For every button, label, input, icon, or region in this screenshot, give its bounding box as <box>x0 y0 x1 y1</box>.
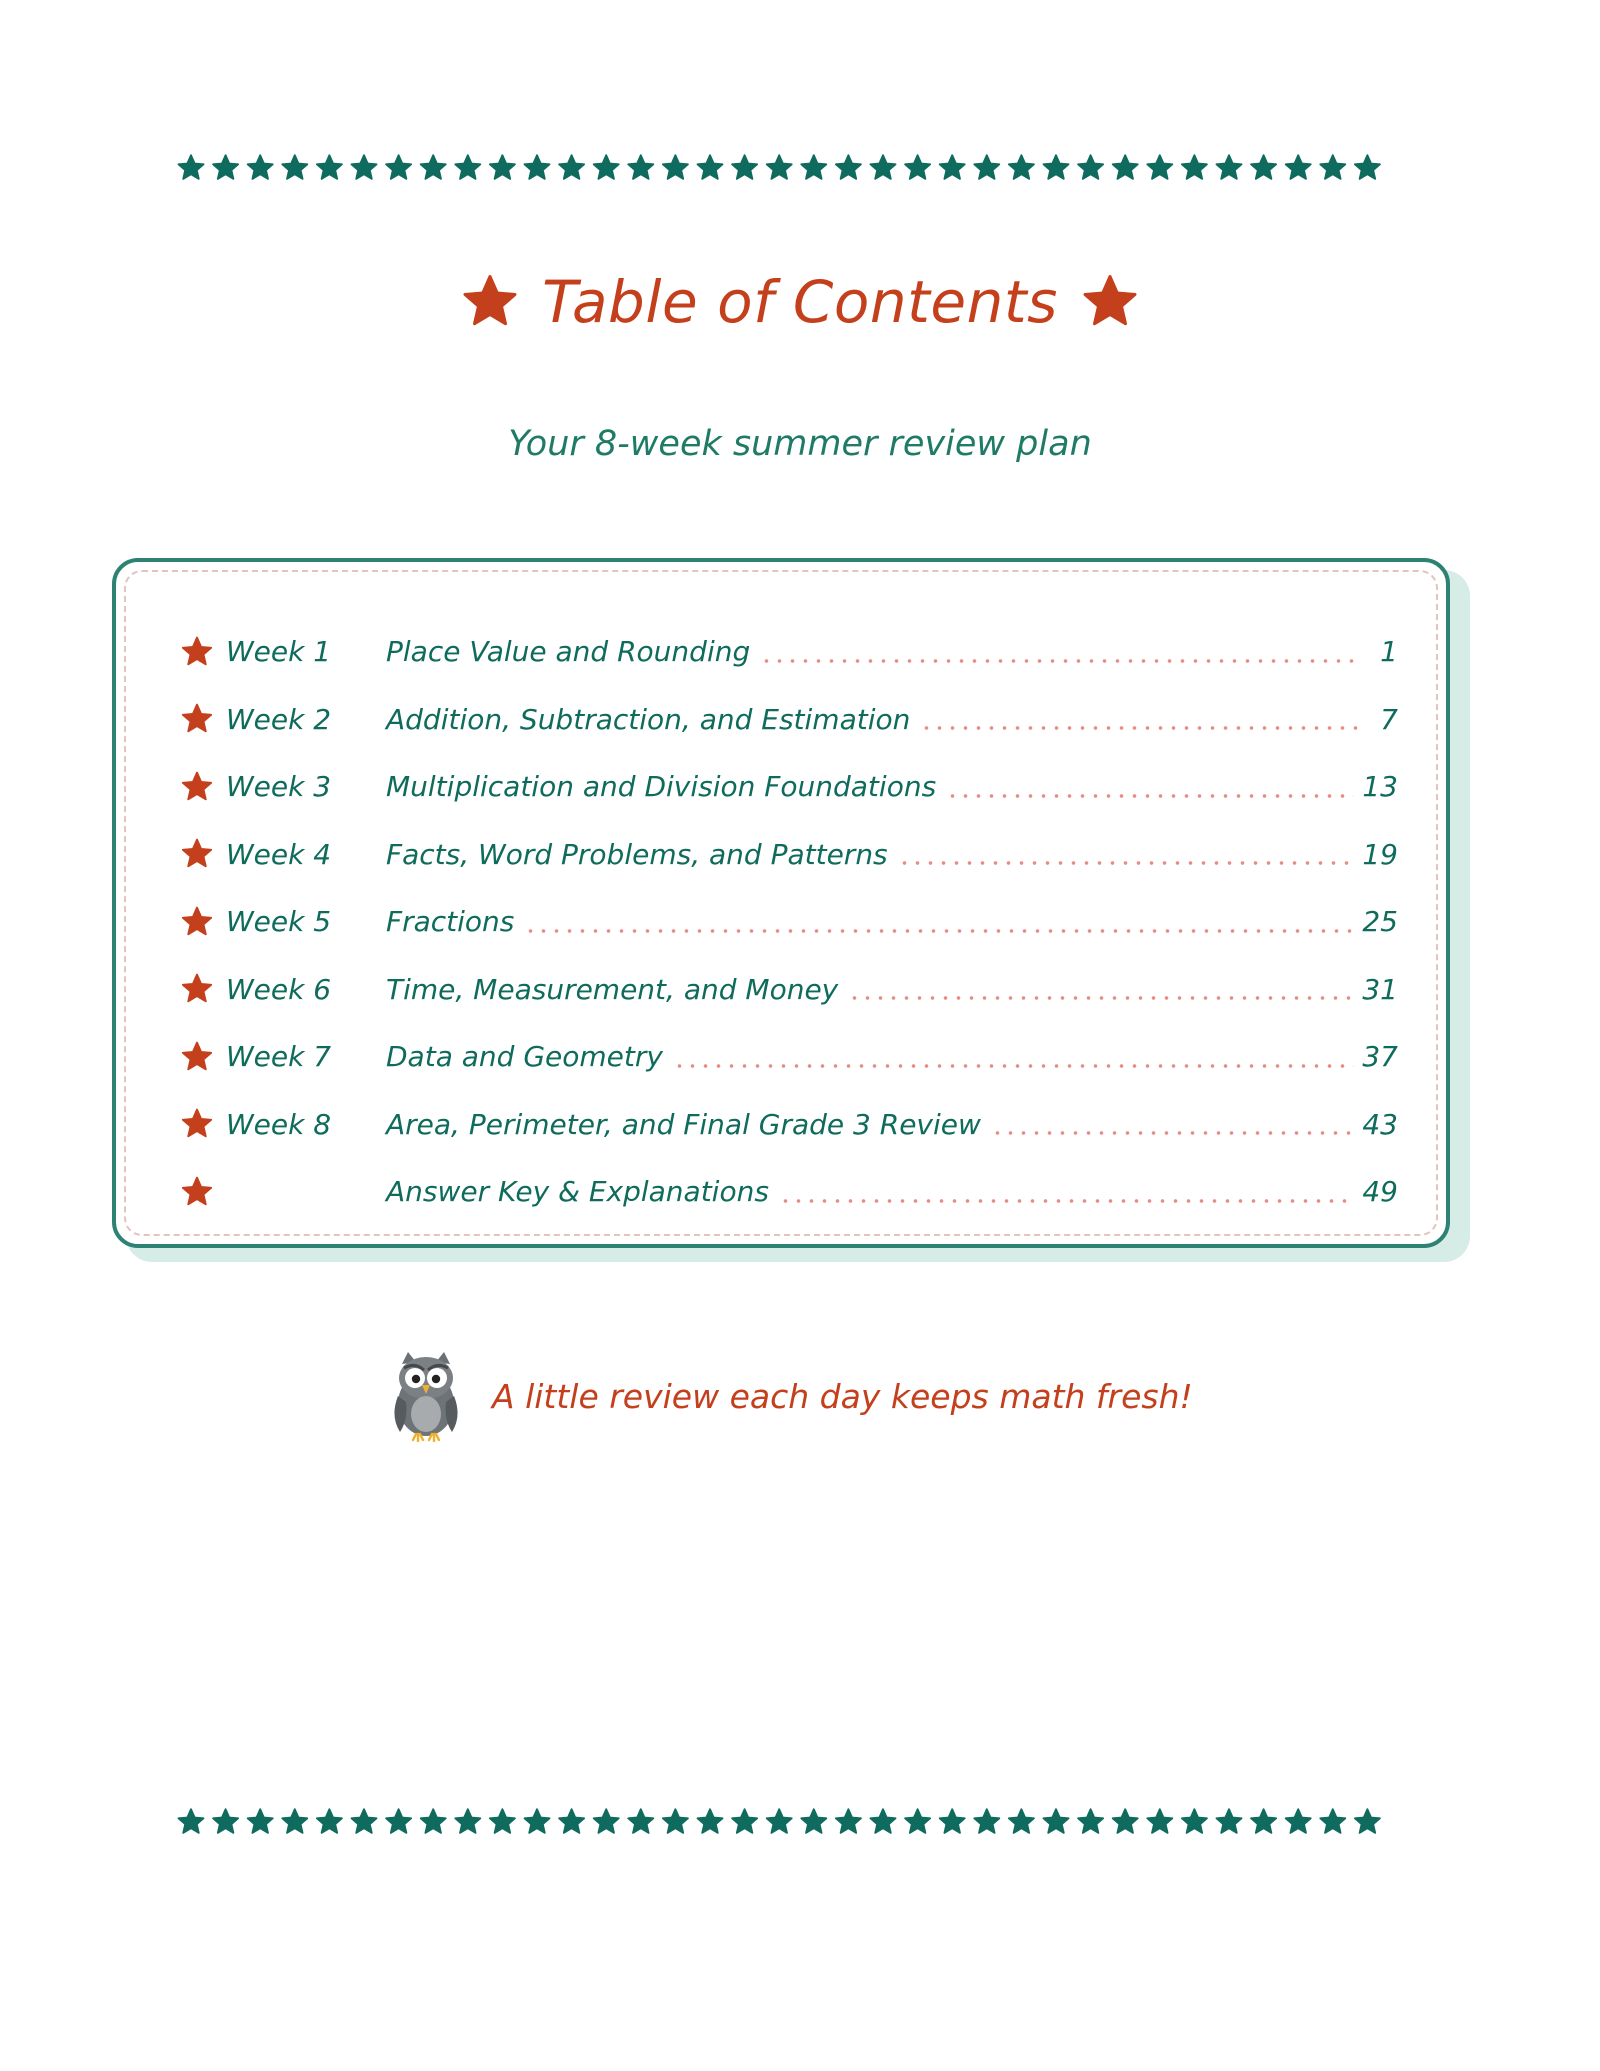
star-icon <box>386 1809 411 1833</box>
toc-entry-week: Week 5 <box>226 905 332 939</box>
toc-entry-page: 31 <box>1362 972 1398 1006</box>
toc-entry <box>180 821 1398 889</box>
toc-entry-topic: Data and Geometry <box>386 1040 663 1074</box>
toc-entry-week: Week 4 <box>226 837 332 871</box>
star-icon <box>1009 155 1034 179</box>
toc-entry-page: 19 <box>1362 837 1398 871</box>
star-icon <box>180 905 216 939</box>
star-icon <box>628 155 653 179</box>
star-icon <box>213 1809 238 1833</box>
star-icon <box>180 972 216 1006</box>
motto-text: A little review each day keeps math fresh! <box>492 1376 1193 1416</box>
star-icon <box>836 1809 861 1833</box>
star-icon <box>179 1809 204 1833</box>
toc-dot-leader <box>898 861 1355 865</box>
toc-entry-week: Week 8 <box>226 1107 332 1141</box>
star-icon <box>525 155 550 179</box>
toc-entry-topic: Time, Measurement, and Money <box>386 972 839 1006</box>
star-icon <box>663 1809 688 1833</box>
star-icon <box>490 1809 515 1833</box>
star-icon <box>455 1809 480 1833</box>
star-icon <box>180 770 216 804</box>
toc-entry-page: 13 <box>1362 770 1398 804</box>
motto-row <box>388 1350 1193 1442</box>
toc-entry-topic: Addition, Subtraction, and Estimation <box>386 702 911 736</box>
title-row <box>0 268 1600 336</box>
star-icon <box>974 1809 999 1833</box>
toc-entry <box>180 753 1398 821</box>
star-icon <box>974 155 999 179</box>
star-icon <box>905 1809 930 1833</box>
toc-entry <box>180 956 1398 1024</box>
star-icon <box>940 155 965 179</box>
star-icon <box>248 155 273 179</box>
toc-entry-topic: Place Value and Rounding <box>386 635 751 669</box>
star-icon <box>1078 1809 1103 1833</box>
toc-entry-topic: Answer Key & Explanations <box>386 1175 769 1209</box>
star-icon <box>352 1809 377 1833</box>
star-icon <box>767 1809 792 1833</box>
toc-entry <box>180 1023 1398 1091</box>
star-icon <box>1044 1809 1069 1833</box>
star-icon <box>1355 155 1380 179</box>
star-icon <box>594 155 619 179</box>
toc-entry-page: 43 <box>1362 1107 1398 1141</box>
star-icon <box>1182 155 1207 179</box>
star-icon <box>1286 155 1311 179</box>
star-icon <box>180 1107 216 1141</box>
star-icon <box>317 155 342 179</box>
toc-entry-topic: Fractions <box>386 905 515 939</box>
toc-entry-week: Week 6 <box>226 972 332 1006</box>
star-icon <box>248 1809 273 1833</box>
star-icon <box>1044 155 1069 179</box>
star-icon <box>1113 155 1138 179</box>
star-icon <box>1217 1809 1242 1833</box>
star-icon <box>698 1809 723 1833</box>
bottom-star-border <box>176 1806 1386 1838</box>
toc-entry-page: 25 <box>1362 905 1398 939</box>
toc-entry-page: 37 <box>1362 1040 1398 1074</box>
star-icon <box>421 155 446 179</box>
toc-entry-topic: Area, Perimeter, and Final Grade 3 Review <box>386 1107 981 1141</box>
star-icon <box>801 155 826 179</box>
star-icon <box>1355 1809 1380 1833</box>
star-icon <box>1182 1809 1207 1833</box>
star-icon <box>1217 155 1242 179</box>
star-icon <box>1147 155 1172 179</box>
star-icon <box>317 1809 342 1833</box>
toc-entry-topic: Facts, Word Problems, and Patterns <box>386 837 888 871</box>
top-star-border <box>176 152 1386 184</box>
star-icon <box>559 1809 584 1833</box>
star-icon <box>1147 1809 1172 1833</box>
star-icon <box>836 155 861 179</box>
star-icon <box>1251 155 1276 179</box>
star-icon <box>1113 1809 1138 1833</box>
star-icon <box>940 1809 965 1833</box>
star-icon <box>282 155 307 179</box>
star-icon <box>1251 1809 1276 1833</box>
toc-entry-page: 49 <box>1362 1175 1398 1209</box>
star-icon <box>871 1809 896 1833</box>
owl-icon <box>388 1350 464 1442</box>
toc-entry-week: Week 1 <box>226 635 332 669</box>
toc-entry-week: Week 3 <box>226 770 332 804</box>
star-icon <box>460 272 520 332</box>
toc-dot-leader <box>760 659 1358 663</box>
star-icon <box>628 1809 653 1833</box>
star-icon <box>352 155 377 179</box>
toc-dot-leader <box>673 1064 1354 1068</box>
star-icon <box>698 155 723 179</box>
toc-entry-topic: Multiplication and Division Foundations <box>386 770 937 804</box>
toc-entry <box>180 888 1398 956</box>
toc-entry <box>180 1091 1398 1159</box>
toc-dot-leader <box>991 1131 1354 1135</box>
star-icon <box>871 155 896 179</box>
toc-dot-leader <box>779 1199 1354 1203</box>
star-icon <box>905 155 930 179</box>
star-icon <box>421 1809 446 1833</box>
toc-entry <box>180 1158 1398 1226</box>
toc-entry <box>180 686 1398 754</box>
star-icon <box>180 635 216 669</box>
toc-entry <box>180 618 1398 686</box>
star-icon <box>732 155 757 179</box>
star-icon <box>1320 155 1345 179</box>
star-icon <box>801 1809 826 1833</box>
toc-dot-leader <box>920 726 1358 730</box>
star-icon <box>594 1809 619 1833</box>
star-icon <box>732 1809 757 1833</box>
toc-entry-page: 1 <box>1380 635 1398 669</box>
star-icon <box>213 155 238 179</box>
toc-dot-leader <box>848 996 1354 1000</box>
toc-dot-leader <box>946 794 1354 798</box>
star-icon <box>663 155 688 179</box>
page-subtitle: Your 8-week summer review plan <box>508 424 1092 464</box>
star-icon <box>767 155 792 179</box>
page-title: Table of Contents <box>542 268 1058 336</box>
star-icon <box>282 1809 307 1833</box>
toc-dot-leader <box>524 929 1354 933</box>
toc-entry-week: Week 2 <box>226 702 332 736</box>
star-icon <box>180 837 216 871</box>
star-icon <box>525 1809 550 1833</box>
star-icon <box>490 155 515 179</box>
toc-card <box>112 558 1450 1248</box>
star-icon <box>455 155 480 179</box>
toc-entry-week: Week 7 <box>226 1040 332 1074</box>
star-icon <box>179 155 204 179</box>
star-icon <box>180 1040 216 1074</box>
star-icon <box>1009 1809 1034 1833</box>
star-icon <box>386 155 411 179</box>
star-icon <box>1080 272 1140 332</box>
toc-entry-page: 7 <box>1380 702 1398 736</box>
star-icon <box>180 702 216 736</box>
star-icon <box>559 155 584 179</box>
star-icon <box>1286 1809 1311 1833</box>
star-icon <box>1078 155 1103 179</box>
star-icon <box>180 1175 216 1209</box>
toc-list <box>180 618 1398 1226</box>
star-icon <box>1320 1809 1345 1833</box>
